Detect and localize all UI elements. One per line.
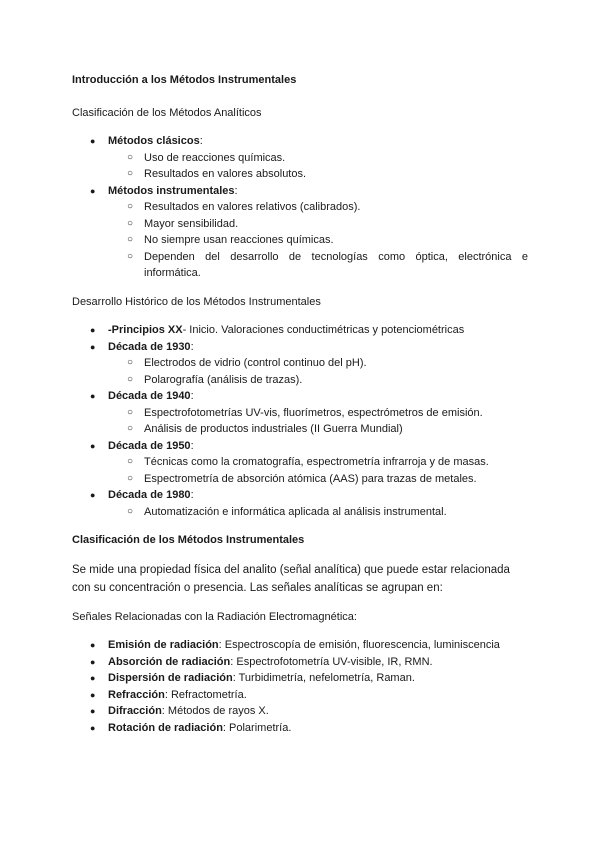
list-item: ● Métodos instrumentales: ○ Resultados en valores relativos (calibrados). ○ Mayor sensibilidad. ○ No siempre usan reacciones químicas. ○ Dependen del desarrollo de tecnologías como óptica, electrónica e informática. xyxy=(72,183,528,282)
list-item: ● -Principios XX- Inicio. Valoraciones conductimétricas y potenciométricas xyxy=(72,322,528,339)
bullet-icon: ● xyxy=(90,689,96,700)
item-label: Década de 1930 xyxy=(108,340,191,353)
bullet-icon: ● xyxy=(90,656,96,667)
item-label: Década de 1950 xyxy=(108,439,191,452)
circle-bullet-icon: ○ xyxy=(127,217,134,229)
list-item: ● Década de 1980: ○ Automatización e informática aplicada al análisis instrumental. xyxy=(72,487,528,520)
item-label: Rotación de radiación xyxy=(108,721,223,734)
sub-list-item: ○ Electrodos de vidrio (control continuo del pH). xyxy=(108,355,528,372)
sub-list-item: ○ Automatización e informática aplicada al análisis instrumental. xyxy=(108,504,528,521)
item-label: Métodos clásicos xyxy=(108,135,200,147)
bullet-icon: ● xyxy=(90,706,96,716)
list-item: ● Década de 1930: ○ Electrodos de vidrio (control continuo del pH). ○ Polarografía (análisis de trazas). xyxy=(72,339,528,389)
list-item: ● Refracción: Refractometría. xyxy=(72,687,528,704)
item-label: Refracción xyxy=(108,688,165,701)
bullet-icon: ● xyxy=(90,440,96,451)
sub-list xyxy=(108,199,528,282)
sub-list xyxy=(108,504,528,521)
bullet-icon: ● xyxy=(90,722,96,733)
bullet-icon: ● xyxy=(90,136,96,146)
list-item: ● Emisión de radiación: Espectroscopía de emisión, fluorescencia, luminiscencia xyxy=(72,637,528,654)
sub-list-item: ○ Análisis de productos industriales (II Guerra Mundial) xyxy=(108,421,528,438)
list-item: ● Rotación de radiación: Polarimetría. xyxy=(72,720,528,737)
circle-bullet-icon: ○ xyxy=(127,423,134,434)
circle-bullet-icon: ○ xyxy=(127,168,134,179)
item-label: Dispersión de radiación xyxy=(108,672,233,684)
section2-list xyxy=(72,322,528,520)
sub-list-item: ○ Técnicas como la cromatografía, espectrometría infrarroja y de masas. xyxy=(108,454,528,471)
list-item: ● Dispersión de radiación: Turbidimetría, nefelometría, Raman. xyxy=(72,670,528,687)
document-title: Introducción a los Métodos Instrumentales xyxy=(72,74,297,86)
section3-heading: Clasificación de los Métodos Instrumentales xyxy=(72,534,305,546)
list-item: ● Métodos clásicos: ○ Uso de reacciones químicas. ○ Resultados en valores absolutos. xyxy=(72,133,528,183)
item-label: -Principios XX xyxy=(108,324,183,336)
sub-list xyxy=(108,405,528,438)
circle-bullet-icon: ○ xyxy=(127,357,134,368)
circle-bullet-icon: ○ xyxy=(127,250,134,262)
circle-bullet-icon: ○ xyxy=(127,505,134,517)
bullet-icon: ● xyxy=(90,640,96,650)
sub-list-item: ○ Resultados en valores absolutos. xyxy=(108,166,528,183)
bullet-icon: ● xyxy=(90,490,96,500)
circle-bullet-icon: ○ xyxy=(127,472,134,484)
list-item: ● Absorción de radiación: Espectrofotometría UV-visible, IR, RMN. xyxy=(72,654,528,671)
sub-list-item: ○ Mayor sensibilidad. xyxy=(108,216,528,233)
bullet-icon: ● xyxy=(90,391,96,401)
circle-bullet-icon: ○ xyxy=(127,151,134,163)
section1-list xyxy=(72,133,528,282)
circle-bullet-icon: ○ xyxy=(127,201,134,212)
circle-bullet-icon: ○ xyxy=(127,234,134,245)
sub-list xyxy=(108,150,528,183)
list-item: ● Década de 1940: ○ Espectrofotometrías UV-vis, fluorímetros, espectrómetros de emisión. ○ Análisis de productos industriales (II Guerra Mundial) xyxy=(72,388,528,438)
item-label: Métodos instrumentales xyxy=(108,184,235,197)
sub-list-item: ○ Espectrofotometrías UV-vis, fluorímetros, espectrómetros de emisión. xyxy=(108,405,528,422)
section3-subheading: Señales Relacionadas con la Radiación Electromagnética: xyxy=(72,610,357,623)
section2-heading: Desarrollo Histórico de los Métodos Instrumentales xyxy=(72,295,321,308)
sub-list-item: ○ No siempre usan reacciones químicas. xyxy=(108,232,528,249)
bullet-icon: ● xyxy=(90,185,96,196)
item-label: Difracción xyxy=(108,705,162,717)
sub-list-item: ○ Dependen del desarrollo de tecnologías como óptica, electrónica e informática. xyxy=(127,250,528,279)
item-label: Década de 1980 xyxy=(108,489,191,501)
sub-list-item: ○ Uso de reacciones químicas. xyxy=(108,150,528,167)
section3-list xyxy=(72,637,528,736)
sub-list-item: ○ Polarografía (análisis de trazas). xyxy=(108,372,528,389)
bullet-icon: ● xyxy=(90,673,96,683)
sub-list-item: ○ Espectrometría de absorción atómica (AAS) para trazas de metales. xyxy=(108,471,528,488)
list-item: ● Difracción: Métodos de rayos X. xyxy=(72,703,528,720)
bullet-icon: ● xyxy=(90,341,96,352)
circle-bullet-icon: ○ xyxy=(127,373,134,385)
item-label: Emisión de radiación xyxy=(108,639,219,651)
list-item: ● Década de 1950: ○ Técnicas como la cromatografía, espectrometría infrarroja y de masas. ○ Espectrometría de absorción atómica (AAS) para trazas de metales. xyxy=(72,438,528,488)
item-label: Década de 1940 xyxy=(108,390,191,402)
circle-bullet-icon: ○ xyxy=(127,456,134,467)
sub-list-item: ○ Resultados en valores relativos (calibrados). xyxy=(108,199,528,216)
sub-list xyxy=(108,355,528,388)
sub-list xyxy=(108,454,528,487)
circle-bullet-icon: ○ xyxy=(127,406,134,418)
bullet-icon: ● xyxy=(90,325,96,335)
section3-paragraph: Se mide una propiedad física del analito (señal analítica) que puede estar relacionada con su concentración o presencia. Las señales analíticas se agrupan en: xyxy=(72,563,510,594)
item-label: Absorción de radiación xyxy=(108,655,231,668)
section1-heading: Clasificación de los Métodos Analíticos xyxy=(72,106,262,119)
